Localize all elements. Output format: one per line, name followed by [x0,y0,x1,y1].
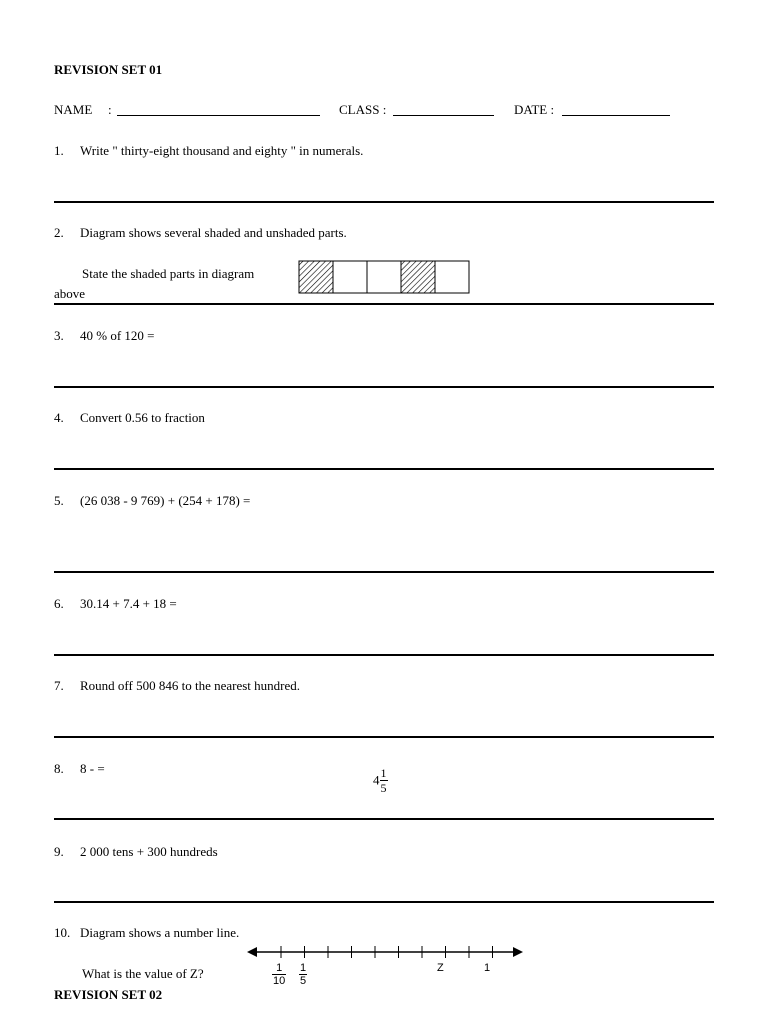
arrow-right-icon [513,947,523,957]
question-3 [54,328,155,344]
question-number: 6. [54,596,64,611]
next-section-title: REVISION SET 02 [54,987,163,1002]
answer-line [54,571,714,573]
shaded-box [401,261,435,293]
unshaded-box [435,261,469,293]
fraction-numerator: 1 [380,766,387,780]
question-number: 3. [54,328,64,343]
unshaded-box [333,261,367,293]
mixed-whole: 4 [373,772,380,788]
page-title: REVISION SET 01 [54,62,163,77]
question-10-subtext: What is the value of Z? [82,966,204,981]
answer-line [54,901,714,903]
numberline-label-fifth [299,962,307,987]
answer-line [54,654,714,656]
fraction-numerator: 1 [300,962,307,974]
shaded-box [299,261,333,293]
question-number: 1. [54,143,64,158]
fraction-denominator: 10 [273,975,286,987]
numberline-label-z: Z [437,962,444,974]
question-number: 8. [54,761,64,776]
question-text: Convert 0.56 to fraction [80,410,205,425]
question-text: 30.14 + 7.4 + 18 = [80,596,177,611]
question-1 [54,143,363,159]
question-number: 10. [54,925,71,940]
question-6 [54,596,177,612]
date-blank[interactable] [562,104,670,116]
question-4 [54,410,205,426]
question-9 [54,844,218,860]
name-blank[interactable] [117,104,320,116]
question-number: 9. [54,844,64,859]
question-2 [54,225,347,241]
name-colon: : [108,102,112,117]
fraction-denominator: 5 [300,975,307,987]
unshaded-box [367,261,401,293]
question-number: 5. [54,493,64,508]
question-text: Write " thirty-eight thousand and eighty " in numerals. [80,143,364,158]
question-7 [54,678,300,694]
name-label: NAME [54,102,93,117]
date-label: DATE : [514,102,555,117]
fraction-denominator: 5 [380,781,387,795]
question-10 [54,925,239,941]
answer-line [54,386,714,388]
question-2-subtext-cont: above [54,286,86,301]
question-text: Diagram shows several shaded and unshaded parts. [80,225,347,240]
question-text: 8 - = [80,761,105,776]
answer-line [54,818,714,820]
mixed-fraction [380,766,388,795]
fraction-numerator: 1 [272,962,286,975]
question-5 [54,493,250,509]
number-line [245,942,527,964]
answer-line [54,201,714,203]
question-text: 40 % of 120 = [80,328,155,343]
question-text: 2 000 tens + 300 hundreds [80,844,218,859]
question-2-subtext: State the shaded parts in diagram [82,266,255,281]
question-text: Diagram shows a number line. [80,925,240,940]
answer-line [54,468,714,470]
answer-line [54,303,714,305]
shaded-parts-diagram [298,260,470,294]
question-number: 2. [54,225,64,240]
fraction [299,962,307,987]
question-text: Round off 500 846 to the nearest hundred. [80,678,300,693]
mixed-number [373,766,388,795]
class-label: CLASS : [339,102,387,117]
fraction [272,962,286,987]
numberline-label-one: 1 [484,962,491,974]
arrow-left-icon [247,947,257,957]
class-blank[interactable] [393,104,494,116]
question-text: (26 038 - 9 769) + (254 + 178) = [80,493,251,508]
question-number: 7. [54,678,64,693]
question-number: 4. [54,410,64,425]
numberline-label-tenth [272,962,286,987]
answer-line [54,736,714,738]
question-8 [54,761,105,777]
